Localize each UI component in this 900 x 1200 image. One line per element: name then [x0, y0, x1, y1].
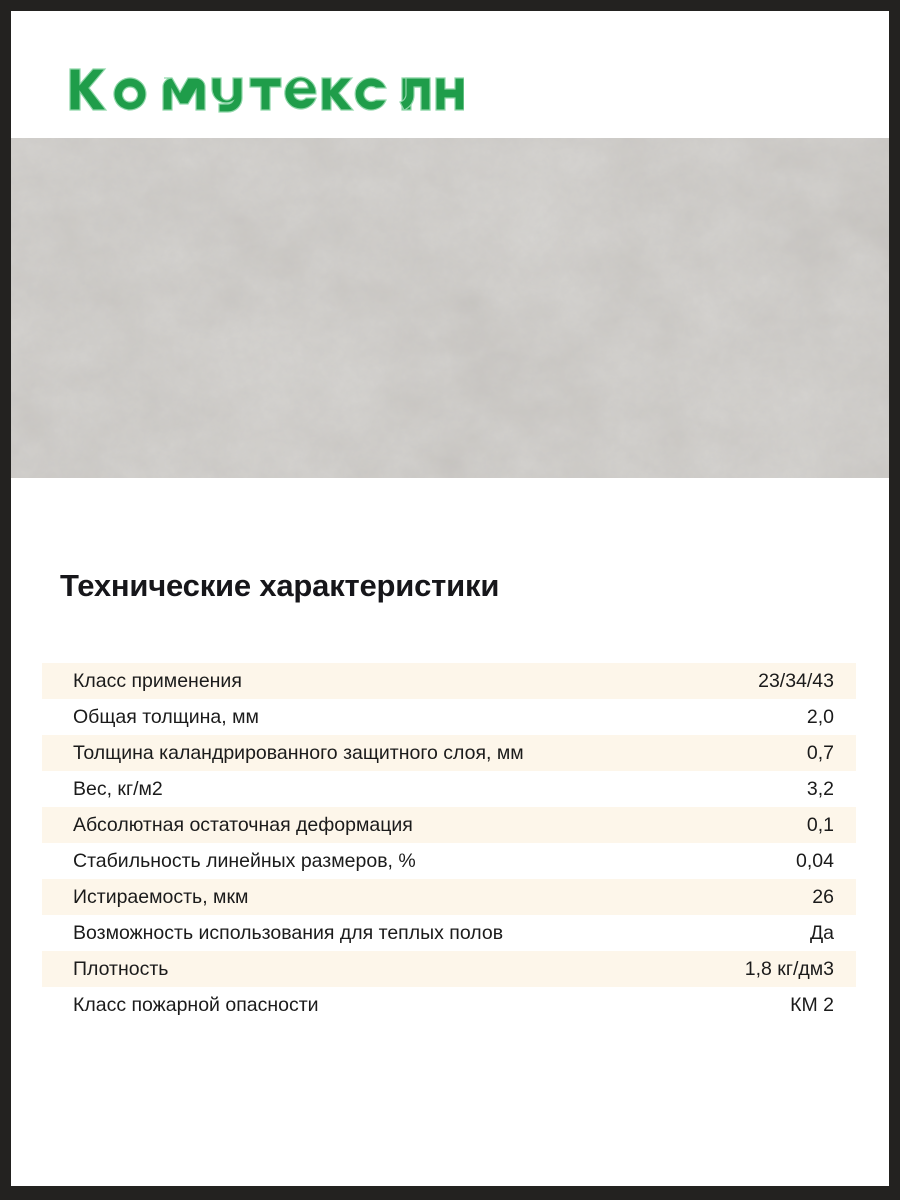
spec-label: Толщина каландрированного защитного слоя, мм: [73, 742, 524, 764]
product-card: [11, 11, 889, 1186]
table-row: [42, 987, 856, 1023]
spec-label: Стабильность линейных размеров, %: [73, 850, 416, 872]
table-row: [42, 771, 856, 807]
spec-value: 0,1: [806, 814, 834, 836]
spec-label: Класс пожарной опасности: [73, 994, 319, 1016]
spec-value: 26: [812, 886, 834, 908]
spec-label: Общая толщина, мм: [73, 706, 259, 728]
spec-label: Плотность: [73, 958, 169, 980]
spec-value: 0,7: [806, 742, 834, 764]
komiteks-lin-logo: [68, 65, 464, 113]
table-row: [42, 735, 856, 771]
logo-header: [11, 11, 889, 127]
table-row: [42, 699, 856, 735]
spec-label: Вес, кг/м2: [73, 778, 163, 800]
table-row: [42, 663, 856, 699]
spec-label: Возможность использования для теплых полов: [73, 922, 504, 944]
spec-label: Абсолютная остаточная деформация: [73, 814, 413, 836]
spec-value: 23/34/43: [758, 670, 834, 692]
table-row: [42, 843, 856, 879]
spec-label: Класс применения: [73, 670, 242, 692]
page-title: Технические характеристики: [60, 568, 500, 603]
table-row: [42, 807, 856, 843]
spec-value: Да: [809, 922, 834, 944]
concrete-texture: [11, 138, 889, 478]
spec-value: 2,0: [806, 706, 834, 728]
table-row: [42, 879, 856, 915]
spec-value: КМ 2: [790, 994, 834, 1016]
spec-label: Истираемость, мкм: [73, 886, 249, 908]
spec-value: 1,8 кг/дм3: [744, 958, 834, 980]
product-texture-image: [11, 138, 889, 478]
spec-value: 3,2: [806, 778, 834, 800]
table-row: [42, 951, 856, 987]
table-row: [42, 915, 856, 951]
spec-value: 0,04: [796, 850, 834, 872]
specifications-table: [42, 663, 856, 1023]
